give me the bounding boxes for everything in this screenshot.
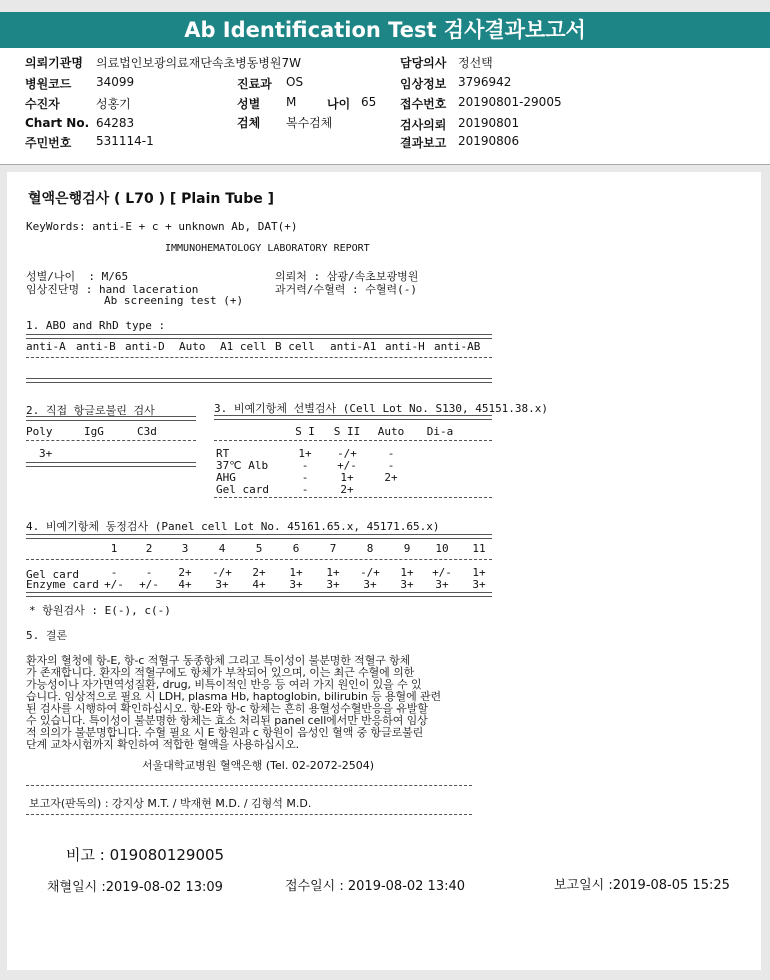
id-value: 531114-1 — [96, 134, 154, 148]
panel-cell: 4+ — [178, 578, 192, 591]
receipt-value: 20190801-29005 — [458, 95, 562, 109]
panel-cell-number: 9 — [403, 542, 411, 555]
panel-row-label: Enzyme card — [26, 578, 99, 591]
divider — [26, 357, 492, 358]
screen-cell: - — [387, 447, 395, 460]
panel-cell: 3+ — [326, 578, 340, 591]
abo-column-header: Auto — [179, 340, 206, 353]
dat-column-header: Poly — [26, 425, 53, 438]
screen-cell: -/+ — [337, 447, 357, 460]
doctor-value: 정선택 — [458, 56, 493, 70]
panel-cell-number: 8 — [366, 542, 374, 555]
screen-cell: - — [301, 483, 309, 496]
conclusion-line: 수 있습니다. 특이성이 불분명한 항체는 효소 처리된 panel cell에서만 반응하여 임상 — [26, 714, 428, 727]
dat-column-header: C3d — [137, 425, 157, 438]
result-label: 결과보고 — [400, 136, 447, 150]
chart-value: 64283 — [96, 116, 135, 130]
transfusion-history: 과거력/수혈력 : 수혈력(-) — [275, 283, 417, 296]
divider — [26, 534, 492, 539]
report-header — [0, 12, 770, 48]
specimen-label: 검체 — [237, 116, 261, 130]
request-hospital: 의뢰처 : 삼광/속초보광병원 — [275, 270, 419, 283]
conclusion-line: 적 의의가 불분명합니다. 수혈 필요 시 E 항원과 c 항원이 음성인 혈액 중 항글로불린 — [26, 726, 424, 739]
sex-label: 성별 — [237, 97, 261, 111]
clinical-label: 임상정보 — [400, 77, 447, 91]
id-label: 주민번호 — [25, 136, 72, 150]
panel-cell-number: 4 — [218, 542, 226, 555]
panel-cell-number: 5 — [255, 542, 263, 555]
screen-cell: 2+ — [340, 483, 354, 496]
abo-column-header: A1 cell — [220, 340, 267, 353]
collection-datetime: 채혈일시 :2019-08-02 13:09 — [47, 880, 223, 895]
divider — [26, 559, 492, 560]
screen-cell: 1+ — [298, 447, 312, 460]
age-value: 65 — [361, 95, 377, 109]
patient-value: 성홍기 — [96, 97, 131, 111]
screen-column-header: S II — [333, 425, 361, 438]
section3-title: 3. 비예기항체 선별검사 (Cell Lot No. S130, 45151.38.x) — [214, 402, 549, 415]
panel-cell-number: 1 — [110, 542, 118, 555]
patient-label: 수진자 — [25, 97, 60, 111]
panel-cell: 3+ — [363, 578, 377, 591]
divider — [26, 785, 472, 786]
screen-column-header: S I — [295, 425, 315, 438]
hospital-code-value: 34099 — [96, 75, 135, 89]
panel-cell: 1+ — [326, 566, 340, 579]
divider — [26, 440, 196, 441]
conclusion-line: 단계 교차시험까지 확인하여 적합한 혈액을 사용하십시오. — [26, 738, 300, 751]
panel-row-label: Gel card — [26, 568, 79, 581]
screen-row-label: Gel card — [216, 483, 269, 496]
diagnosis-line-1: 임상진단명 : hand laceration — [26, 283, 199, 296]
conclusion-line: 환자의 혈청에 항-E, 항-c 적혈구 동종항체 그리고 특이성이 불분명한 적혈구 항체 — [26, 654, 411, 667]
panel-cell: +/- — [432, 566, 452, 579]
panel-cell: 1+ — [400, 566, 414, 579]
age-label: 나이 — [327, 97, 351, 111]
divider — [214, 497, 492, 498]
divider — [26, 334, 492, 339]
divider — [26, 462, 196, 467]
chart-label: Chart No. — [25, 116, 90, 130]
screen-row-label: RT — [216, 447, 230, 460]
panel-cell: 3+ — [215, 578, 229, 591]
report-title: Ab Identification Test 검사결과보고서 — [184, 18, 586, 42]
conclusion-line: 습니다. 임상적으로 필요 시 LDH, plasma Hb, haptoglobin, bilirubin 등 용혈에 관련 — [26, 690, 442, 703]
screen-column-header: Di-a — [426, 425, 454, 438]
clinical-value: 3796942 — [458, 75, 512, 89]
dept-value: OS — [286, 75, 304, 89]
panel-cell: - — [110, 566, 118, 579]
panel-cell: 1+ — [472, 566, 486, 579]
panel-cell: +/- — [139, 578, 159, 591]
receipt-label: 접수번호 — [400, 97, 447, 111]
screen-cell: 1+ — [340, 471, 354, 484]
panel-cell: +/- — [104, 578, 124, 591]
panel-cell: 3+ — [435, 578, 449, 591]
patient-info-panel — [0, 48, 770, 165]
panel-cell: 4+ — [252, 578, 266, 591]
screen-cell: - — [387, 459, 395, 472]
request-value: 20190801 — [458, 116, 520, 130]
abo-column-header: anti-AB — [434, 340, 481, 353]
panel-cell: -/+ — [360, 566, 380, 579]
panel-cell: - — [145, 566, 153, 579]
reporters: 보고자(판독의) : 강지상 M.T. / 박재현 M.D. / 김형석 M.D. — [29, 797, 312, 810]
antigen-test: * 항원검사 : E(-), c(-) — [29, 604, 171, 617]
section4-title: 4. 비예기항체 동정검사 (Panel cell Lot No. 45161.65.x, 45171.65.x) — [26, 520, 440, 533]
specimen-value: 복수검체 — [286, 116, 333, 130]
divider — [214, 440, 492, 441]
screen-row-label: 37℃ Alb — [216, 459, 269, 472]
sex-value: M — [286, 95, 297, 109]
panel-cell: 3+ — [289, 578, 303, 591]
divider — [26, 378, 492, 383]
hospital-code-label: 병원코드 — [25, 77, 72, 91]
conclusion-line: 가능성이나 자가면역성질환, drug, 비특이적인 반응 등 여러 가지 원인이 있을 수 있 — [26, 678, 422, 691]
institution-label: 의뢰기관명 — [25, 56, 83, 70]
receipt-datetime: 접수일시 : 2019-08-02 13:40 — [285, 879, 466, 894]
result-value: 20190806 — [458, 134, 520, 148]
remarks: 비고 : 019080129005 — [66, 846, 225, 864]
request-label: 검사의뢰 — [400, 118, 447, 132]
panel-cell: 2+ — [178, 566, 192, 579]
diagnosis-line-2: Ab screening test (+) — [104, 294, 244, 307]
screen-cell: 2+ — [384, 471, 398, 484]
report-datetime: 보고일시 :2019-08-05 15:25 — [554, 878, 730, 893]
panel-cell-number: 11 — [472, 542, 486, 555]
dept-label: 진료과 — [237, 77, 272, 91]
screen-cell: +/- — [337, 459, 357, 472]
section2-title: 2. 직접 항글로불린 검사 — [26, 404, 155, 417]
divider — [26, 592, 492, 597]
abo-column-header: B cell — [275, 340, 315, 353]
screen-column-header: Auto — [377, 425, 405, 438]
panel-cell-number: 6 — [292, 542, 300, 555]
abo-column-header: anti-H — [385, 340, 425, 353]
screen-cell: - — [301, 459, 309, 472]
section5-title: 5. 결론 — [26, 629, 68, 642]
dat-value: 3+ — [39, 447, 53, 460]
divider — [26, 416, 196, 421]
sex-age: 성별/나이 : M/65 — [26, 270, 129, 283]
panel-cell-number: 3 — [181, 542, 189, 555]
panel-cell: 1+ — [289, 566, 303, 579]
report-document — [7, 172, 761, 970]
dat-column-header: IgG — [84, 425, 104, 438]
abo-column-header: anti-D — [125, 340, 165, 353]
panel-cell-number: 10 — [435, 542, 449, 555]
lab-title: IMMUNOHEMATOLOGY LABORATORY REPORT — [165, 243, 370, 254]
divider — [26, 814, 472, 815]
keywords: KeyWords: anti-E + c + unknown Ab, DAT(+) — [26, 220, 298, 233]
screen-row-label: AHG — [216, 471, 236, 484]
panel-cell-number: 2 — [145, 542, 153, 555]
doctor-label: 담당의사 — [400, 56, 447, 70]
conclusion-line: 된 검사를 시행하여 확인하십시오. 항-E와 항-c 항체는 흔히 용혈성수혈반응을 유발할 — [26, 702, 428, 715]
abo-column-header: anti-A1 — [330, 340, 377, 353]
lab-contact: 서울대학교병원 혈액은행 (Tel. 02-2072-2504) — [142, 759, 375, 772]
abo-column-header: anti-A — [26, 340, 66, 353]
panel-cell: -/+ — [212, 566, 232, 579]
report-section-title: 혈액은행검사 ( L70 ) [ Plain Tube ] — [28, 191, 275, 207]
screen-cell: - — [301, 471, 309, 484]
conclusion-line: 가 존재합니다. 환자의 적혈구에도 항체가 부착되어 있으며, 이는 최근 수혈에 의한 — [26, 666, 415, 679]
panel-cell: 2+ — [252, 566, 266, 579]
institution-value: 의료법인보광의료재단속초병동병원7W — [96, 56, 301, 70]
abo-column-header: anti-B — [76, 340, 116, 353]
divider — [214, 415, 492, 420]
panel-cell-number: 7 — [329, 542, 337, 555]
panel-cell: 3+ — [472, 578, 486, 591]
panel-cell: 3+ — [400, 578, 414, 591]
section1-title: 1. ABO and RhD type : — [26, 319, 166, 332]
